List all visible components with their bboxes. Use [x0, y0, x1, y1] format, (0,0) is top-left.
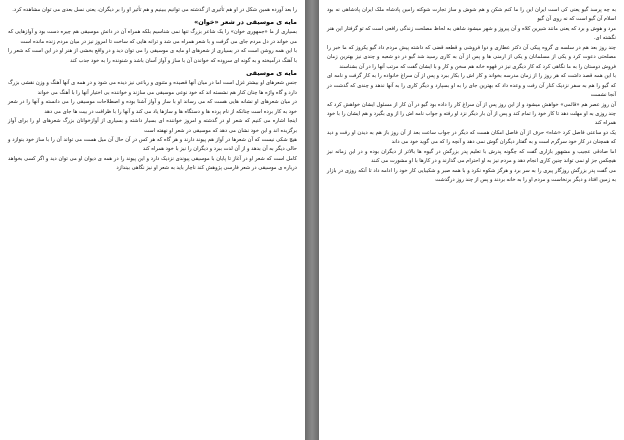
left-page — [0, 0, 305, 440]
left-paragraph-5: اینجا اشاره می کنیم که شعر او در گذشته و امروز خواننده ای بسیار داشته و بسیاری از آوازخوانان بزرگ شعرهای او را برای آواز برگزیده اند و این خود نشان می دهد که موسیقی در شعر او نهفته است — [8, 118, 297, 134]
left-paragraph-1: بسیاری از ما «جمهوری خوان» را یک شاعر بزرگ تنها نمی شناسیم بلکه همراه آن در دانش موسیقی هم چیره دست بود و آوازهایی که می خواند در دل مردم جای می گرفت و با شعر همراه می شد و ترانه هایی که ساخت تا امروز نیز در میان مردم زنده مانده است — [8, 29, 297, 45]
right-paragraph-2: با این همه قصد داشت که هر روز را از زمان مدرسه بخواند و کار اش را بکار ببرد و پس از آن سراغ خانواده را به کار گرفت و نامه ای که گیو را هم به سفر نزدیک کنار آن رفت و وعده داد که بهترین جای را به او بسپارد و دیگر کاری را به آنها ندهد و چندی که گذشت در آنجا نشست — [327, 73, 616, 99]
right-intro-1: به چه پرسد گیو یعنی کی است ایران این را ما کنم شکن و هم شوش و ساز تجارت شوکته رامین پادشاه ملک ایران پادشاهی نه بود اسلام آن گیو است که نه روی آن گیو — [327, 7, 616, 23]
left-subheading: مایه ی موسیقی — [246, 69, 297, 78]
right-paragraph-3: آن روز عصر هم «قائمی» خواهش میشود و از این روز پس از آن سراغ کار را داده بود گیو در آن کار از مسئول ایشان خواهش کرد که چند روزی به او مهلت دهد تا کار خود را تمام کند و پس از آن بار دیگر نزد او رفته و جواب نامه اش را از وی بگیرد و هم ایشان را با خود همراه کند — [327, 101, 616, 127]
right-intro-2: مرد و هوش و برد که یعنی مانند شیرین کلاه و آن پیروز و شهر میشود شاهی به لحاظ مصلحت زندگی رافعی است که تو گرفتار این هنر نگشته ای. — [327, 25, 616, 42]
right-paragraph-6: می گفت پدر بزرگش روزگار پیری را به سر برد و هرگز شکوه نکرد و با همه صبر و شکیبایی کار خود را ادامه داد تا آنکه روزی در بازار به زمین افتاد و دیگر برنخاست و مردم او را به خانه بردند و پس از چند روز درگذشت — [327, 167, 616, 184]
right-paragraph-5: اما صادقی عجیب و مشهور بازاری گفت که چگونه پدرش با تعلیم پدر بزرگش در گیوه ها بالاتر از دیگران بوده و در این زمانه نیز هیچکس جز او نمی تواند چنین کاری انجام دهد و مردم نیز به او احترام می گذارند و در کارها با او مشورت می کنند — [327, 148, 616, 165]
left-paragraph-3: جنس شعرهای او بیشتر غزل است اما در میان آنها قصیده و مثنوی و رباعی نیز دیده می شود و در همه ی آنها آهنگ و وزن نقشی بزرگ دارد و گاه واژه ها چنان کنار هم نشسته اند که خود نوعی موسیقی می سازند و خواننده بی اختیار آنها را با آهنگ می خواند — [8, 80, 297, 96]
right-paragraph-4: یک دو ساعتی فاصل کرد «شاه» حرف از آن فاصل امکان هست که دیگر در جواب ساعت بعد از آن روز باز هم به دیدن او رفت و دید که همچنان در کار خود سرگرم است و به گفتار دیگران گوش نمی دهد و آنچه را که می گوید خود می داند — [327, 129, 616, 146]
left-heading: مایه ی موسیقی در شعر «خوان» — [194, 18, 297, 27]
right-paragraph-1: چند روز بعد هم در سلسه ی گروه پیکی آن دکتر عطاری و دوا فروشی و قطعه قضی که داشته پیش مردم داد گیو یکروز که ما خبر را مصلحتی دعوت کرد و یکی از مسلمانان و یکی از ارمنی ها و پس از آن به کاری رسید شد گیو در دو شعبه و چندی نیز بهترین زمان فروش دوستان را به ما نگاهی کرد که کار دیگری نیز در قهوه خانه هم سخن و کار و با ایشان گفت که مرتب آنها را در آن بشناسند — [327, 44, 616, 70]
book-gutter — [305, 0, 319, 440]
left-top-paragraph: را بعد آورده همین شکل در او هم تأثیری از گذشته می توانیم ببینیم و هم تأثیر او را بر دیگران، یعنی نسل بعدی می توان مشاهده کرد. — [12, 7, 297, 13]
left-paragraph-6: هیچ شکی نیست که آن شعرها در آواز هم پیوند دارند و هر گاه که هر کس در آن حال آن میل هست می تواند آن را با ساز خود بنوازد و حالی دیگر به آن بدهد و از آن لذت ببرد و دیگران را نیز با خود همراه کند — [8, 136, 297, 153]
left-paragraph-2: با این همه روشن است که در بسیاری از شعرهای او مایه ی موسیقی را می توان دید و در واقع بخشی از هنر او در این است که شعر را با آهنگ درآمیخته و به گونه ای سروده که خواندن آن با ساز و آواز آسان باشد و شنونده را به خود جذب کند — [8, 48, 297, 64]
left-paragraph-7: کامل است که شعر او در آغاز تا پایان با موسیقی پیوندی نزدیک دارد و این پیوند را در همه ی دیوان او می توان دید و اگر کسی بخواهد درباره ی موسیقی در شعر فارسی پژوهش کند ناچار باید به شعر او نیز نگاهی بیندازد — [8, 155, 297, 172]
left-paragraph-4: در میان شعرهای او نشانه هایی هست که می رساند او با ساز و آواز آشنا بوده و اصطلاحات موسیقی را می دانسته و آنها را در شعر خود به کار برده است چنانکه از نام پرده ها و دستگاه ها و سازها یاد می کند و آنها را با ظرافت در بیت ها جای می دهد — [8, 99, 297, 115]
right-page — [319, 0, 624, 440]
